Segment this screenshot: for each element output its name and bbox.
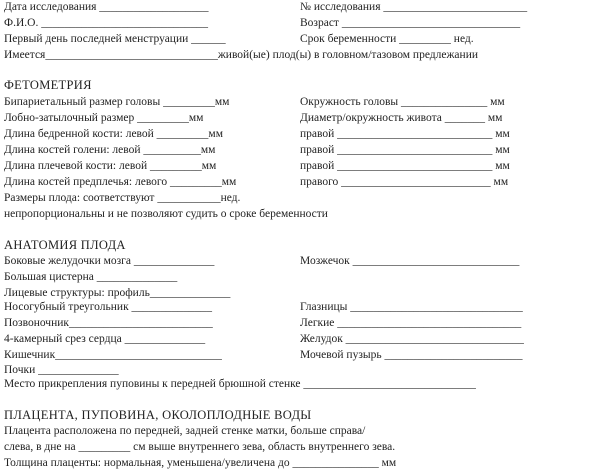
fetometry-row-left: Бипариетальный размер головы _________мм [4, 96, 230, 108]
anatomy-row-right: Легкие ________________________________ [300, 317, 522, 329]
anatomy-row-left: 4-камерный срез сердца ______________ [4, 333, 206, 345]
fetometry-row-right: правой ___________________________ мм [300, 160, 510, 172]
placenta-position-line: Плацента расположена по передней, задней стенке матки, больше справа/ [4, 425, 366, 437]
fetometry-row-right: правой ___________________________ мм [300, 144, 510, 156]
gestational-age-field: Срок беременности _________ нед. [300, 33, 474, 45]
anatomy-row-left: Носогубный треугольник ______________ [4, 301, 213, 313]
anatomy-row-left: Почки ______________ [4, 364, 119, 376]
anatomy-row-left: Кишечник_____________________________ [4, 349, 222, 361]
anatomy-row-right: Мозжечок _____________________________ [300, 255, 520, 267]
anatomy-row-left: Лицевые структуры: профиль______________ [4, 287, 231, 299]
anatomy-row-right: Глазницы ______________________________ [300, 301, 523, 313]
placenta-position-line-2: слева, в дне на _________ см выше внутреннего зева, область внутреннего зева. [4, 441, 396, 453]
anatomy-row-left: Позвоночник_________________________ [4, 317, 213, 329]
anatomy-row-left: Боковые желудочки мозга ______________ [4, 255, 215, 267]
fetometry-row-left: Длина плечевой кости: левой _________мм [4, 160, 217, 172]
fetometry-row-left: Лобно-затылочный размер _________мм [4, 112, 204, 124]
patient-name-field: Ф.И.О. _____________________________ [4, 17, 208, 29]
placenta-heading: ПЛАЦЕНТА, ПУПОВИНА, ОКОЛОПЛОДНЫЕ ВОДЫ [4, 408, 312, 422]
fetometry-row-left: Длина бедренной кости: левой _________мм [4, 128, 223, 140]
placenta-thickness-line: Толщина плаценты: нормальная, уменьшена/увеличена до _______________ мм [4, 457, 397, 469]
fetal-size-line: Размеры плода: соответствуют ___________нед. [4, 192, 241, 204]
fetus-presentation-line: Имеется______________________________живой(ые) плод(ы) в головном/тазовом предлежании [4, 49, 478, 61]
fetometry-row-right: Диаметр/окружность живота _______ мм [300, 112, 503, 124]
anatomy-row-right: Желудок _______________________________ [300, 333, 524, 345]
last-period-field: Первый день последней менструации ______ [4, 33, 226, 45]
fetometry-row-right: правой ___________________________ мм [300, 128, 510, 140]
umbilical-cord-attachment-line: Место прикрепления пуповины к передней брюшной стенке ______________________________ [4, 378, 476, 390]
anatomy-row-left: Большая цистерна ______________ [4, 271, 178, 283]
anatomy-heading: АНАТОМИЯ ПЛОДА [4, 238, 126, 252]
disproportion-line: непропорциональны и не позволяют судить о сроке беременности [4, 208, 328, 220]
exam-date-field: Дата исследования ___________________ [4, 1, 209, 13]
anatomy-row-right: Мочевой пузырь ________________________ [300, 349, 523, 361]
exam-number-field: № исследования _________________________ [300, 1, 528, 13]
fetometry-row-left: Длина костей голени: левой __________мм [4, 144, 216, 156]
fetometry-row-right: правого __________________________ мм [300, 176, 509, 188]
fetometry-row-left: Длина костей предплечья: левого _________мм [4, 176, 237, 188]
age-field: Возраст _______________________________ [300, 17, 521, 29]
fetometry-heading: ФЕТОМЕТРИЯ [4, 78, 92, 92]
fetometry-row-right: Окружность головы _______________ мм [300, 96, 505, 108]
